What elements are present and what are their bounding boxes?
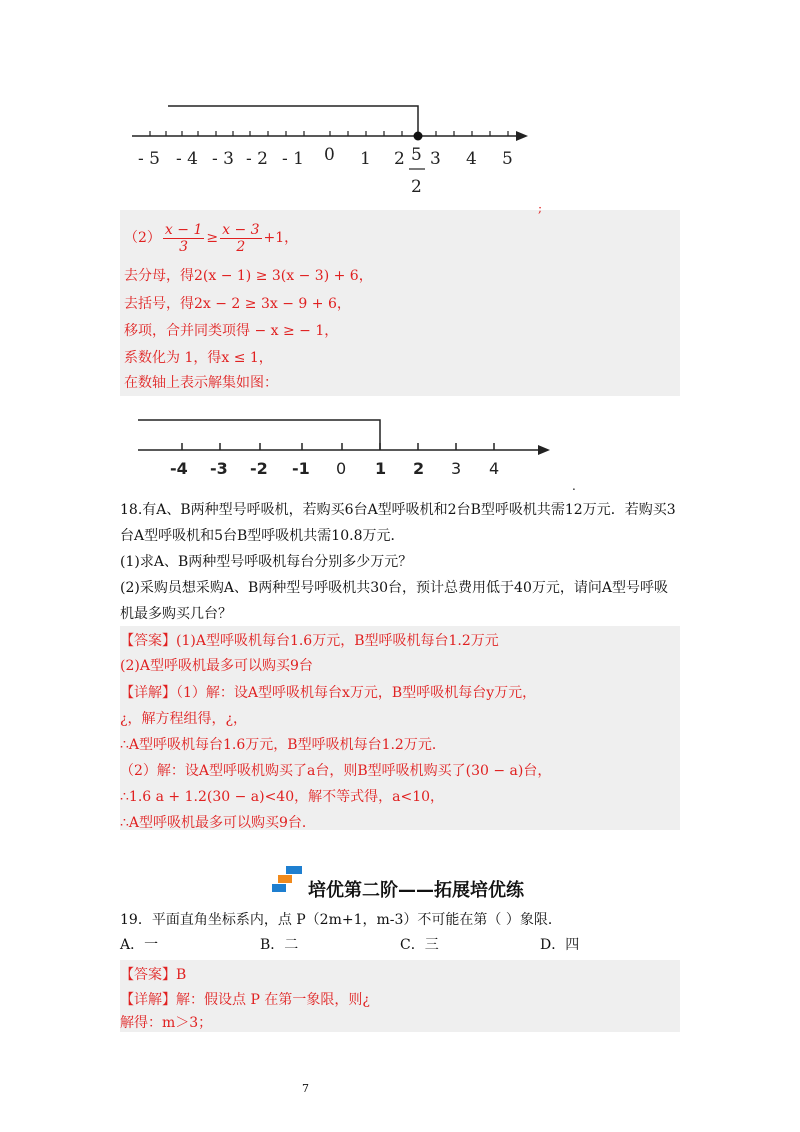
fraction-2-numerator: x − 3	[222, 221, 260, 238]
q18-answer-2: (2)A型呼吸机最多可以购买9台	[120, 658, 313, 674]
q19-option-b: B．二	[260, 937, 299, 953]
q18-answer-1: 【答案】(1)A型呼吸机每台1.6万元，B型呼吸机每台1.2万元	[120, 633, 499, 649]
marker-dot	[414, 132, 423, 141]
fraction-2-denominator: 2	[236, 238, 246, 255]
tick-label: 3	[430, 149, 441, 169]
q18-line-3: (1)求A、B两种型号呼吸机每台分别多少万元？	[120, 554, 413, 570]
q19-detail-2: 解得：m＞3；	[120, 1015, 213, 1031]
part2-step-1: 去分母，得2(x − 1) ≥ 3(x − 3) + 6，	[124, 268, 373, 284]
marker-fraction-denominator: 2	[411, 177, 422, 197]
tick-label: -1	[292, 459, 310, 478]
marker-fraction-numerator: 5	[411, 145, 422, 165]
fraction-2	[220, 222, 261, 255]
q18-detail-4: （2）解：设A型呼吸机购买了a台，则B型呼吸机购买了(30 − a)台，	[120, 763, 552, 779]
tick-label: 0	[336, 459, 347, 478]
tick-label: 4	[466, 149, 477, 169]
tick-label: 5	[502, 149, 513, 169]
tick-label: 1	[375, 459, 387, 478]
number-line-1	[120, 96, 540, 210]
part2-inequality	[124, 218, 298, 258]
tick-label: -4	[170, 459, 188, 478]
section-title: 培优第二阶——拓展培优练	[308, 880, 524, 901]
q19-option-d: D．四	[540, 937, 580, 953]
q18-detail-3: ∴A型呼吸机每台1.6万元，B型呼吸机每台1.2万元．	[120, 737, 446, 753]
q18-detail-2: ¿，解方程组得，¿，	[120, 711, 248, 727]
part2-step-4: 系数化为 1，得x ≤ 1，	[124, 350, 273, 366]
tick-label: 1	[360, 149, 371, 169]
page-number: 7	[302, 1082, 309, 1095]
tick-label: 4	[489, 459, 500, 478]
tick-label: 2	[394, 149, 405, 169]
q19-stem: 19．平面直角坐标系内，点 P（2m+1，m-3）不可能在第（ ）象限．	[120, 912, 562, 928]
q18-line-2: 台A型呼吸机和5台B型呼吸机共需10.8万元．	[120, 528, 405, 544]
fraction-1	[163, 222, 204, 255]
tick-label: - 1	[282, 149, 304, 169]
tick-label: - 2	[246, 149, 268, 169]
q18-line-4: (2)采购员想采购A、B两种型号呼吸机共30台，预计总费用低于40万元，请问A型号呼吸	[120, 580, 668, 596]
tick-label: - 3	[212, 149, 234, 169]
ge-sign: ≥	[206, 230, 219, 246]
tick-label: - 4	[176, 149, 198, 169]
q19-option-a: A．一	[120, 937, 159, 953]
number-line-2	[120, 396, 572, 488]
fraction-1-denominator: 3	[179, 238, 189, 255]
part2-step-5: 在数轴上表示解集如图：	[124, 375, 278, 391]
q18-detail-6: ∴A型呼吸机最多可以购买9台．	[120, 815, 316, 831]
q19-detail-1: 【详解】解：假设点 P 在第一象限，则¿	[120, 992, 370, 1008]
q19-answer: 【答案】B	[120, 967, 187, 983]
q18-detail-5: ∴1.6 a + 1.2(30 − a)<40，解不等式得，a<10，	[120, 789, 445, 805]
numberline1-trailing-mark: ;	[538, 201, 543, 215]
q18-line-5: 机最多购买几台？	[120, 606, 232, 622]
q18-detail-1: 【详解】（1）解：设A型呼吸机每台x万元，B型呼吸机每台y万元，	[120, 685, 537, 701]
tick-label: 2	[413, 459, 425, 478]
tick-label: - 5	[138, 149, 160, 169]
part2-step-2: 去括号，得2x − 2 ≥ 3x − 9 + 6，	[124, 296, 351, 312]
tick-label: 3	[451, 459, 462, 478]
tick-label: -3	[210, 459, 228, 478]
tick-label: 0	[324, 145, 335, 165]
tick-label: -2	[250, 459, 268, 478]
q19-option-c: C．三	[400, 937, 439, 953]
fraction-1-numerator: x − 1	[164, 221, 203, 238]
numberline2-trailing-mark: .	[572, 479, 576, 493]
part2-label: （2）	[124, 230, 161, 246]
inequality-tail: +1，	[263, 230, 299, 246]
section-logo-icon	[272, 866, 306, 894]
part2-step-3: 移项，合并同类项得 − x ≥ − 1，	[124, 323, 339, 339]
q18-line-1: 18.有A、B两种型号呼吸机，若购买6台A型呼吸机和2台B型呼吸机共需12万元．若购买3	[120, 502, 676, 518]
